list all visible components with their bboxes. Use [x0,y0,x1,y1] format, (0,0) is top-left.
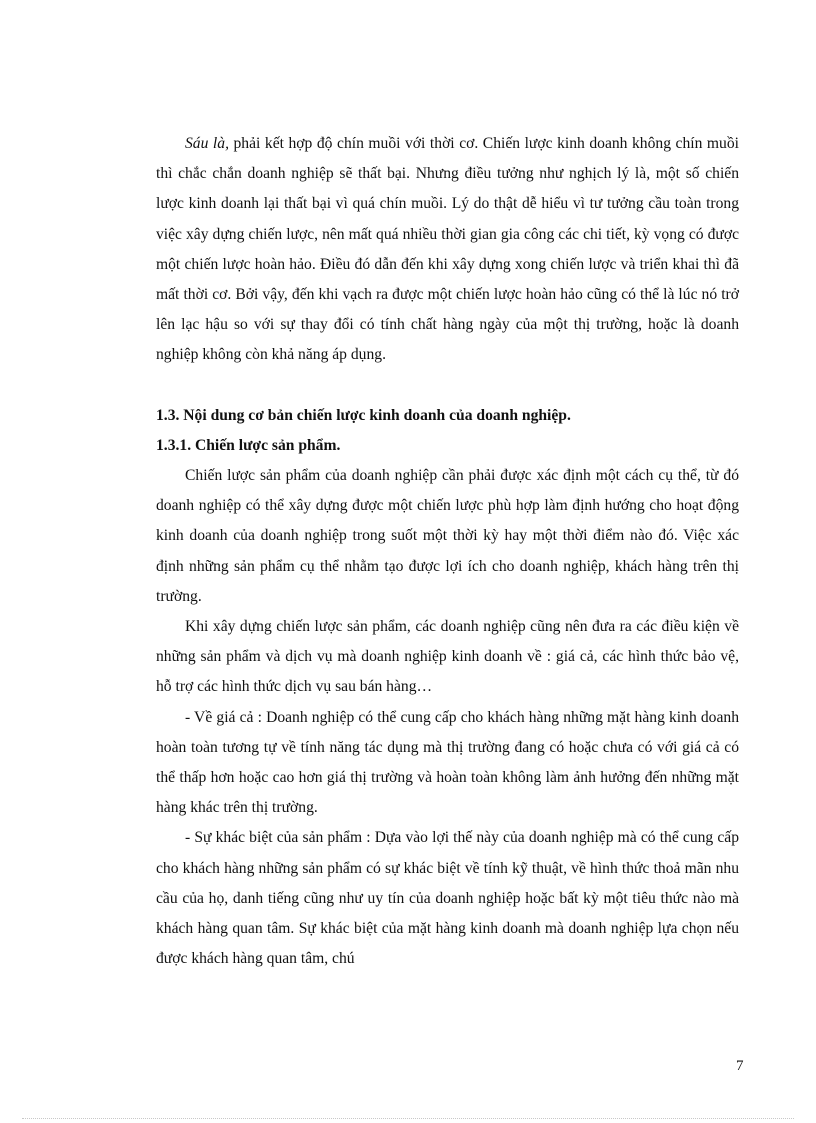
paragraph-price: - Về giá cả : Doanh nghiệp có thể cung cấp cho khách hàng những mặt hàng kinh doanh hoàn toàn tương tự về tính năng tác dụng mà thị trường đang có hoặc chưa có với giá cả có thể thấp hơn hoặc cao hơn giá thị trường và hoàn toàn không làm ảnh hưởng đến những mặt hàng khác trên thị trường. [156,708,739,817]
section-heading-1-3: 1.3. Nội dung cơ bản chiến lược kinh doanh của doanh nghiệp. [156,406,571,424]
paragraph-text: phải kết hợp độ chín muồi với thời cơ. Chiến lược kinh doanh không chín muồi thì chắc chắn doanh nghiệp sẽ thất bại. Nhưng điều tưởng như nghịch lý là, một số chiến lược kinh doanh lại thất bại vì quá chín muồi. Lý do thật dễ hiểu vì tư tưởng cầu toàn trong việc xây dựng chiến lược, nên mất quá nhiều thời gian gia công các chi tiết, kỳ vọng có được một chiến lược hoàn hảo. Điều đó dẫn đến khi xây dựng xong chiến lược và triển khai thì đã mất thời cơ. Bởi vậy, đến khi vạch ra được một chiến lược hoàn hảo cũng có thể là lúc nó trở lên lạc hậu so với sự thay đổi có tính chất hàng ngày của một thị trường, hoặc là doanh nghiệp không còn khả năng áp dụng. [156,135,739,364]
page-number: 7 [736,1058,744,1074]
paragraph-product-strategy: Chiến lược sản phẩm của doanh nghiệp cần phải được xác định một cách cụ thể, từ đó doanh nghiệp có thể xây dựng được một chiến lược phù hợp làm định hướng cho hoạt động kinh doanh của doanh nghiệp trong suốt một thời kỳ hay một thời điểm nào đó. Việc xác định những sản phẩm cụ thể nhằm tạo được lợi ích cho doanh nghiệp, khách hàng trên thị trường. [156,467,739,605]
paragraph-product-difference: - Sự khác biệt của sản phẩm : Dựa vào lợi thế này của doanh nghiệp mà có thể cung cấp cho khách hàng những sản phẩm có sự khác biệt về tính kỹ thuật, về hình thức thoả mãn nhu cầu của họ, danh tiếng cũng như uy tín của doanh nghiệp hoặc bất kỳ một tiêu thức nào mà khách hàng quan tâm. Sự khác biệt của mặt hàng kinh doanh mà doanh nghiệp lựa chọn nếu được khách hàng quan tâm, chú [156,829,739,968]
page-body [156,129,739,974]
paragraph-lead-italic: Sáu là, [185,135,229,152]
paragraph-sau-la [156,129,739,371]
page-bottom-divider [22,1118,794,1119]
section-spacer [156,371,739,401]
paragraph-conditions: Khi xây dựng chiến lược sản phẩm, các doanh nghiệp cũng nên đưa ra các điều kiện về những sản phẩm và dịch vụ mà doanh nghiệp kinh doanh về : giá cả, các hình thức bảo vệ, hỗ trợ các hình thức dịch vụ sau bán hàng… [156,618,739,696]
section-heading-1-3-1: 1.3.1. Chiến lược sản phẩm. [156,436,341,454]
